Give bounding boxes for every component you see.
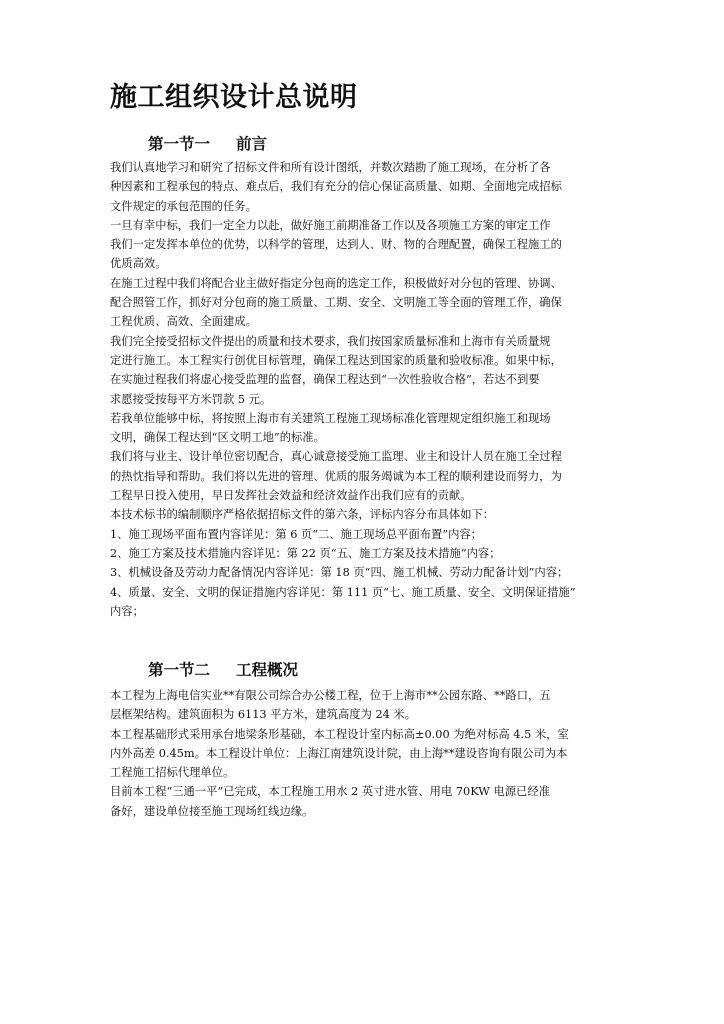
section-title: 工程概况 (236, 661, 299, 679)
text-line: 1、施工现场平面布置内容详见：第 6 页“二、施工现场总平面布置”内容； (110, 527, 483, 541)
text-line: 一旦有幸中标，我们一定全力以赴，做好施工前期准备工作以及各项施工方案的审定工作 (110, 218, 551, 232)
text-line: 的热忱指导和帮助。我们将以先进的管理、优质的服务竭诚为本工程的顺利建设而努力，为 (110, 469, 562, 483)
text-line: 种因素和工程承包的特点、难点后，我们有充分的信心保证高质量、如期、全面地完成招标 (110, 180, 562, 194)
text-line: 目前本工程“三通一平”已完成，本工程施工用水 2 英寸进水管、用电 70KW 电源已经准 (110, 785, 550, 799)
text-line: 备好，建设单位接至施工现场红线边缘。 (110, 804, 314, 818)
preface-body (110, 158, 625, 621)
text-line: 层框架结构。建筑面积为 6113 平方米，建筑高度为 24 米。 (110, 708, 417, 722)
text-line: 我们完全接受招标文件提出的质量和技术要求，我们按国家质量标准和上海市有关质量规 (110, 334, 551, 348)
document-title: 施工组织设计总说明 (110, 82, 358, 113)
text-line: 3、机械设备及劳动力配备情况内容详见：第 18 页“四、施工机械、劳动力配备计划”内容； (110, 566, 569, 580)
text-line: 本工程为上海电信实业**有限公司综合办公楼工程，位于上海市**公园东路、**路口，五 (110, 689, 551, 702)
text-line: 优质高效。 (110, 257, 167, 271)
text-line: 本技术标书的编制顺序严格依据招标文件的第六条，评标内容分布具体如下： (110, 508, 495, 522)
overview-body (110, 686, 625, 821)
section-number: 第一节一 (148, 135, 211, 153)
text-line: 文明，确保工程达到“区文明工地”的标准。 (110, 431, 325, 445)
text-line: 在实施过程我们将虚心接受监理的监督，确保工程达到“一次性验收合格”，若达不到要 (110, 373, 540, 387)
text-line: 在施工过程中我们将配合业主做好指定分包商的选定工作，积极做好对分包的管理、协调、 (110, 276, 562, 290)
text-line: 内外高差 0.45m。本工程设计单位：上海江南建筑设计院，由上海**建设咨询有限公司为本 (110, 746, 568, 760)
text-line: 工程优质、高效、全面建成。 (110, 315, 257, 329)
section-heading-overview (148, 658, 298, 682)
text-line: 工程早日投入使用，早日发挥社会效益和经济效益作出我们应有的贡献。 (110, 489, 472, 503)
text-line: 我们认真地学习和研究了招标文件和所有设计图纸，并数次踏勘了施工现场，在分析了各 (110, 161, 551, 174)
section-title: 前言 (236, 135, 268, 153)
text-line: 配合照管工作，抓好对分包商的施工质量、工期、安全、文明施工等全面的管理工作，确保 (110, 296, 562, 310)
section-heading-preface (148, 132, 267, 156)
text-line: 定进行施工。本工程实行创优目标管理，确保工程达到国家的质量和验收标准。如果中标， (110, 353, 562, 367)
text-line: 若我单位能够中标，将按照上海市有关建筑工程施工现场标准化管理规定组织施工和现场 (110, 411, 551, 425)
text-line: 文件规定的承包范围的任务。 (110, 199, 257, 213)
text-line: 内容； (110, 604, 144, 618)
text-line: 本工程基础形式采用承台地梁条形基础，本工程设计室内标高±0.00 为绝对标高 4.5 米，室 (110, 727, 569, 741)
section-number: 第一节二 (148, 661, 211, 679)
text-line: 我们将与业主、设计单位密切配合，真心诚意接受施工监理、业主和设计人员在施工全过程 (110, 450, 562, 464)
text-line: 2、施工方案及技术措施内容详见：第 22 页“五、施工方案及技术措施”内容； (110, 546, 501, 560)
text-line: 求愿接受按每平方米罚款 5 元。 (110, 392, 272, 406)
text-line: 4、质量、安全、文明的保证措施内容详见：第 111 页“七、施工质量、安全、文明保证措施” (110, 585, 576, 599)
text-line: 工程施工招标代理单位。 (110, 766, 235, 780)
text-line: 我们一定发挥本单位的优势，以科学的管理，达到人、财、物的合理配置，确保工程施工的 (110, 238, 562, 252)
